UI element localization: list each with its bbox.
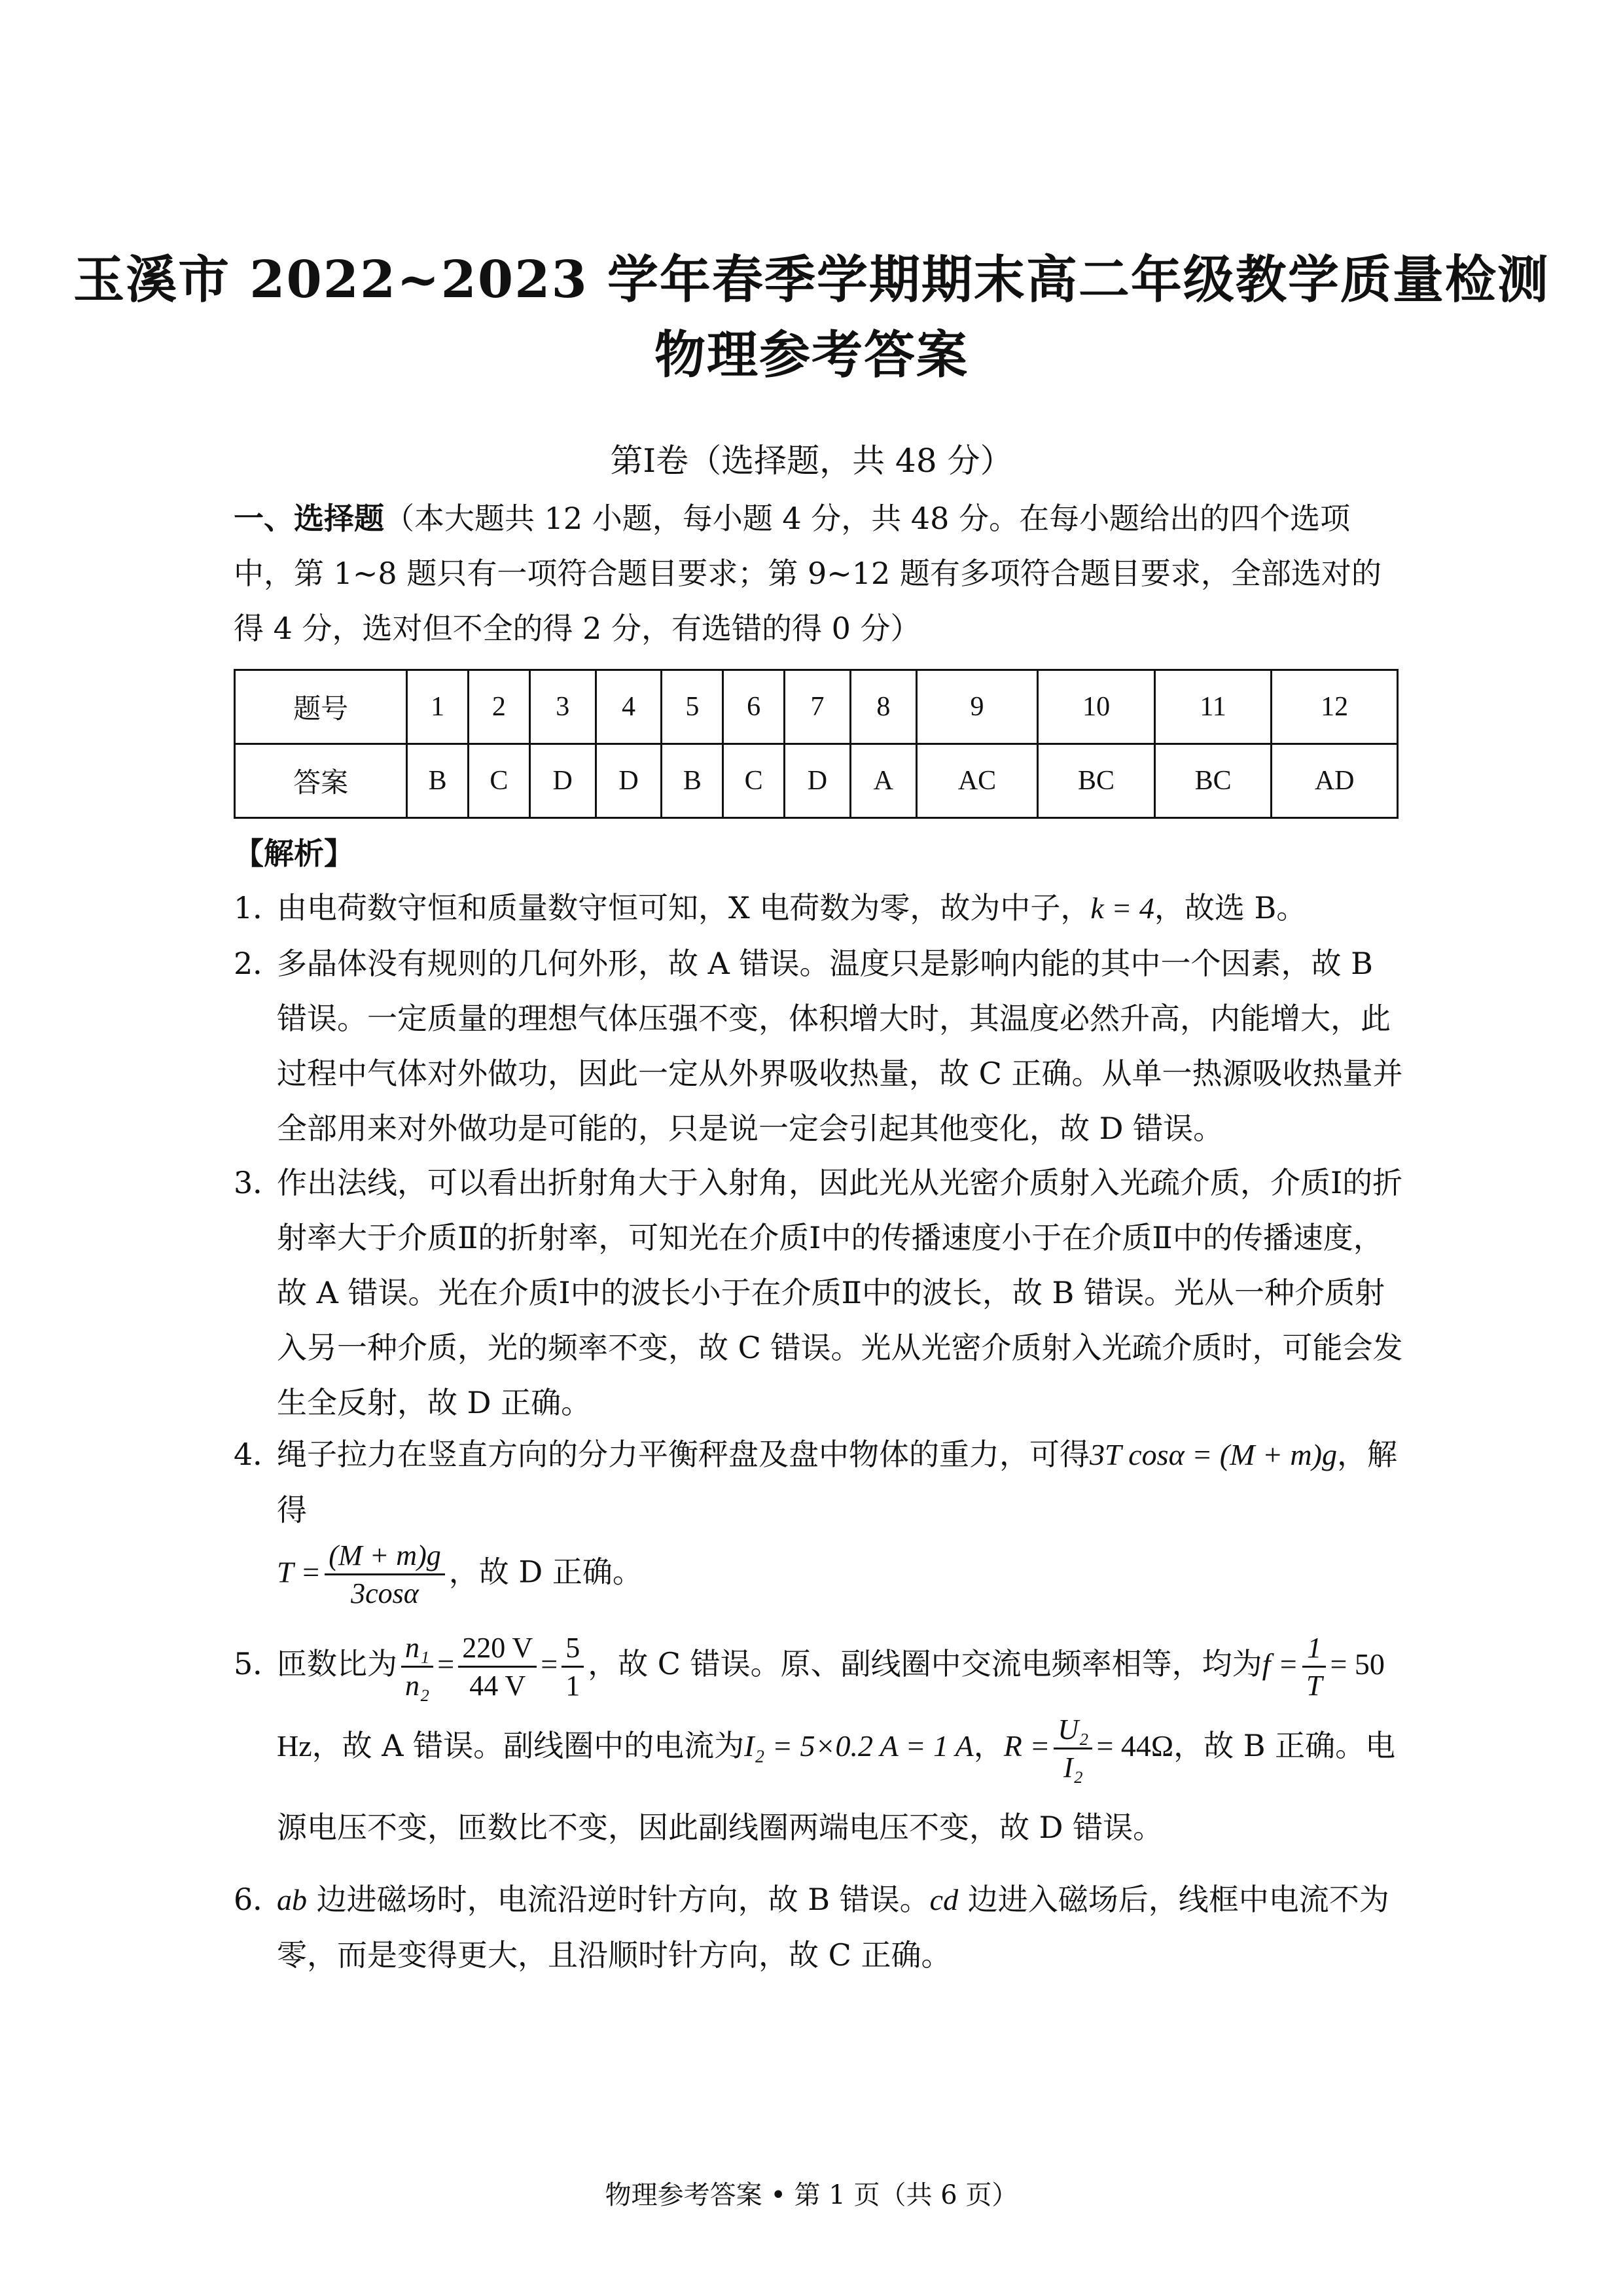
analysis-item-2: [234, 936, 1405, 1156]
math-expression: I₂ = 5×0.2 A = 1 A: [744, 1729, 974, 1763]
item-number: 3．: [234, 1165, 283, 1200]
item-text: 由电荷数守恒和质量数守恒可知，X 电荷数为零，故为中子，: [277, 890, 1091, 925]
analysis-item-4: [234, 1427, 1405, 1611]
fraction: [562, 1630, 584, 1704]
fraction: [1054, 1712, 1092, 1785]
table-cell: BC: [1038, 744, 1155, 818]
fraction: [1302, 1630, 1326, 1704]
fraction-numerator: n₁: [401, 1630, 433, 1668]
table-row-numbers: [235, 670, 1398, 744]
analysis-item-3: [234, 1155, 1405, 1430]
table-cell: 11: [1154, 670, 1272, 744]
document-subtitle: 物理参考答案: [654, 325, 969, 385]
table-cell: 2: [468, 670, 529, 744]
math-expression: = 50 Hz: [277, 1647, 1385, 1763]
item-text: 作出法线，可以看出折射角大于入射角，因此光从光密介质射入光疏介质，介质Ⅰ的折射率大于介质Ⅱ的折射率，可知光在介质Ⅰ中的传播速度小于在介质Ⅱ中的传播速度，故 A 错误。光在介质Ⅰ中的波长小于在介质Ⅱ中的波长，故 B 错误。光从一种介质射入另一种介质，光的频率不变，故 C 错误。光从光密介质射入光疏介质时，可能会发生全反射，故 D 正确。: [277, 1165, 1403, 1420]
item-text: ，解得: [277, 1437, 1397, 1528]
document-title: 玉溪市 2022~2023 学年春季学期期末高二年级教学质量检测: [73, 250, 1550, 310]
item-number: 4．: [234, 1437, 283, 1472]
table-cell: AC: [916, 744, 1038, 818]
math-expression: cd: [929, 1883, 959, 1916]
item-text: 边进入磁场后，线框中电流不为零，而是变得更大，且沿顺时针方向，故 C 正确。: [277, 1882, 1389, 1973]
table-header-cell: 题号: [235, 670, 407, 744]
fraction-numerator: 1: [1302, 1630, 1326, 1668]
intro-paragraph: [234, 491, 1399, 656]
table-cell: 7: [785, 670, 851, 744]
table-cell: 9: [916, 670, 1038, 744]
table-cell: AD: [1272, 744, 1398, 818]
table-cell: C: [468, 744, 529, 818]
table-cell: BC: [1154, 744, 1272, 818]
table-cell: 10: [1038, 670, 1155, 744]
item-text: ，故 C 错误。原、副线圈中交流电频率相等，均为: [588, 1646, 1262, 1681]
item-text: ，故 A 错误。副线圈中的电流为: [312, 1728, 745, 1763]
fraction: [325, 1537, 444, 1611]
math-expression: k = 4: [1090, 891, 1154, 925]
item-number: 1．: [234, 890, 283, 925]
table-cell: 1: [407, 670, 469, 744]
table-cell: C: [723, 744, 785, 818]
table-cell: B: [407, 744, 469, 818]
fraction-numerator: 5: [562, 1630, 584, 1668]
section-title: 第Ⅰ卷（选择题，共 48 分）: [610, 442, 1013, 480]
table-cell: D: [529, 744, 596, 818]
fraction-numerator: (M + m)g: [325, 1537, 444, 1575]
fraction-denominator: T: [1306, 1669, 1323, 1702]
table-cell: D: [785, 744, 851, 818]
item-text: ，: [973, 1728, 1004, 1763]
table-cell: D: [596, 744, 662, 818]
math-expression: T =: [277, 1555, 321, 1589]
analysis-item-5: [234, 1623, 1405, 1868]
answer-table: [234, 669, 1399, 819]
analysis-heading: 【解析】: [234, 836, 354, 871]
item-text: 绳子拉力在竖直方向的分力平衡秤盘及盘中物体的重力，可得: [277, 1437, 1090, 1472]
fraction-denominator: 1: [565, 1669, 580, 1702]
table-cell: 5: [662, 670, 723, 744]
item-text: ，故 D 正确。: [448, 1554, 643, 1590]
math-operator: =: [437, 1647, 455, 1681]
table-cell: A: [850, 744, 916, 818]
table-cell: 12: [1272, 670, 1398, 744]
fraction-denominator: 44 V: [469, 1669, 526, 1702]
item-text: 多晶体没有规则的几何外形，故 A 错误。温度只是影响内能的其中一个因素，故 B 错误。一定质量的理想气体压强不变，体积增大时，其温度必然升高，内能增大，此过程中气体对外做功，因此一定从外界吸收热量，故 C 正确。从单一热源吸收热量并全部用来对外做功是可能的，只是说一定会引起其他变化，故 D 错误。: [277, 946, 1403, 1146]
item-text: ，故 B 正确。电源电压不变，匝数比不变，因此副线圈两端电压不变，故 D 错误。: [277, 1728, 1396, 1845]
fraction-denominator: I₂: [1063, 1751, 1083, 1784]
intro-label: 一、选择题: [234, 501, 384, 536]
table-cell: 3: [529, 670, 596, 744]
item-number: 2．: [234, 946, 283, 981]
fraction-denominator: 3cosα: [351, 1577, 419, 1609]
item-number: 5．: [234, 1646, 283, 1681]
analysis-item-6: [234, 1872, 1405, 1982]
table-cell: 8: [850, 670, 916, 744]
fraction-numerator: 220 V: [458, 1630, 537, 1668]
math-expression: ab: [277, 1883, 307, 1916]
table-row-answers: [235, 744, 1398, 818]
item-text: 边进磁场时，电流沿逆时针方向，故 B 错误。: [307, 1882, 930, 1917]
fraction-numerator: U₂: [1054, 1712, 1092, 1749]
math-operator: =: [541, 1647, 558, 1681]
fraction-denominator: n₂: [405, 1669, 430, 1702]
item-text: 匝数比为: [277, 1646, 397, 1681]
item-number: 6．: [234, 1882, 283, 1917]
page-footer: 物理参考答案 • 第 1 页（共 6 页）: [605, 2180, 1018, 2210]
math-expression: R =: [1003, 1729, 1050, 1763]
analysis-item-1: [234, 880, 1405, 936]
intro-text: （本大题共 12 小题，每小题 4 分，共 48 分。在每小题给出的四个选项中，第 1~8 题只有一项符合题目要求；第 9~12 题有多项符合题目要求，全部选对的得 4 分，选对但不全的得 2 分，有选错的得 0 分）: [234, 501, 1382, 646]
table-cell: 6: [723, 670, 785, 744]
table-cell: B: [662, 744, 723, 818]
math-expression: 3T cosα = (M + m)g: [1090, 1438, 1337, 1471]
math-expression: = 44Ω: [1096, 1729, 1174, 1763]
math-expression: f =: [1262, 1647, 1298, 1681]
fraction: [401, 1630, 433, 1704]
table-cell: 4: [596, 670, 662, 744]
table-header-cell: 答案: [235, 744, 407, 818]
item-text: ，故选 B。: [1154, 890, 1307, 925]
fraction: [458, 1630, 537, 1704]
